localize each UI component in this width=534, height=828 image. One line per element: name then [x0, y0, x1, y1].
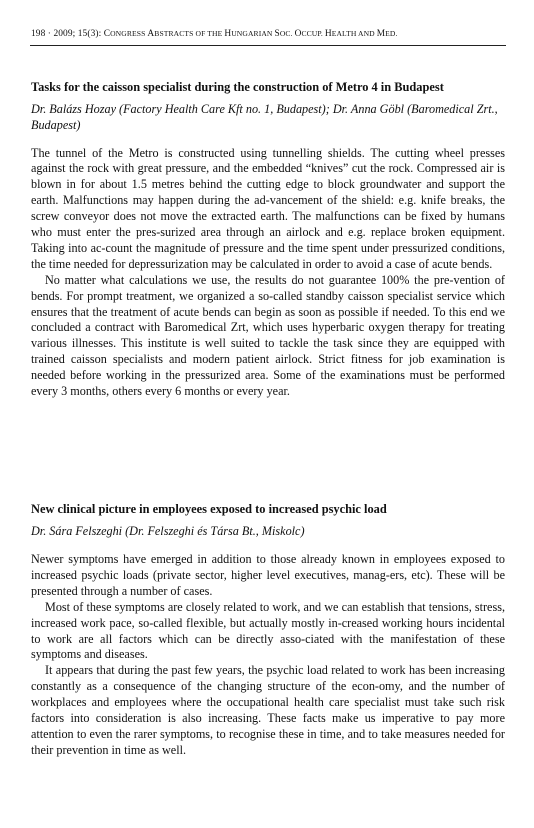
running-head-word: OC. — [279, 29, 295, 38]
header-rule — [30, 45, 506, 46]
running-head-initial: M — [376, 29, 386, 39]
abstract-title: Tasks for the caisson specialist during the construction of Metro 4 in Budapest — [31, 80, 444, 94]
running-head-word: ED. — [385, 29, 398, 38]
running-head-word: CCUP. — [301, 29, 325, 38]
abstract-paragraph: Newer symptoms have emerged in addition to those already known in employees exposed to increased psychic loads (private sector, higher level executives, manag-ers, etc). These will be presented through a number of cases. — [31, 552, 505, 598]
abstract-paragraph: No matter what calculations we use, the results do not guarantee 100% the pre-vention of bends. For prompt treatment, we organized a so-called standby caisson specialist service which ensures that the treatment of acute bends can begin as soon as possible if needed. To this end we concluded a contract with Baromedical Zrt, which uses hyperbaric oxygen therapy for treating various illnesses. This institute is well suited to tackle the task since they are equipped with trained caisson specialists and modern patient airlock. Strict fitness for job examination is needed before working in the pressurized area. Some of the examinations must be performed every 3 months, others every 6 months or every year. — [31, 272, 505, 399]
running-head-initial: H — [224, 29, 232, 39]
running-head-word: BSTRACTS OF THE — [154, 29, 225, 38]
abstract-paragraph: The tunnel of the Metro is constructed using tunnelling shields. The cutting wheel presses against the rock with great pressure, and the embedded “knives” cut the rock. Compressed air is blown in for about 1.5 metres behind the cutting edge to block groundwater and support the earth. Malfunctions may happen during the ad-vancement of the shield: e.g. knife breaks, the screw conveyor does not move the extracted earth. The malfunctions can be fixed by humans who must enter the pres-surized area through an airlock and e.g. replace broken equipment. Taking into ac-count the magnitude of pressure and the time spent under pressurized conditions, the time needed for depressurization may be calculated in order to avoid a case of acute bends. — [31, 145, 505, 271]
running-head-word: EALTH AND — [331, 29, 377, 38]
abstract-paragraph: Most of these symptoms are closely related to work, and we can establish that tensions, stress, increased work pace, so-called flexible, but actually mostly in-creased working hours incidental to work are all factors which can be directly asso-ciated with the manifestation of these symptoms and diseases. — [31, 599, 505, 662]
running-head-word: UNGARIAN — [231, 29, 275, 38]
running-head-prefix: 198 · 2009; 15(3): — [31, 29, 104, 39]
running-head-initial: S — [274, 29, 280, 39]
running-head-initial: H — [324, 29, 332, 39]
abstract-title: New clinical picture in employees exposed to increased psychic load — [31, 502, 387, 516]
abstract-paragraph: It appears that during the past few years, the psychic load related to work has been increasing constantly as a consequence of the changing structure of the econ-omy, and the number of workplaces and employees where the occupational health care specialist must take such risk factors into consideration is also increasing. These facts make us imperative to pay more attention to even the rarer symptoms, to recognise these in time, and to take measures needed for their prevention in time as well. — [31, 663, 505, 757]
running-head — [31, 29, 506, 39]
running-head-initial: A — [147, 29, 155, 39]
running-head-word: ONGRESS — [110, 29, 148, 38]
abstract-caisson-specialist — [31, 79, 505, 400]
running-head-initial: C — [103, 29, 111, 39]
abstract-body — [31, 146, 505, 401]
abstract-psychic-load — [31, 501, 505, 759]
abstract-authors: Dr. Sára Felszeghi (Dr. Felszeghi és Társa Bt., Miskolc) — [31, 523, 305, 538]
abstract-body — [31, 552, 505, 759]
abstract-authors: Dr. Balázs Hozay (Factory Health Care Kft no. 1, Budapest); Dr. Anna Göbl (Baromedical Zrt., Budapest) — [31, 101, 498, 132]
running-head-initial: O — [294, 29, 302, 39]
